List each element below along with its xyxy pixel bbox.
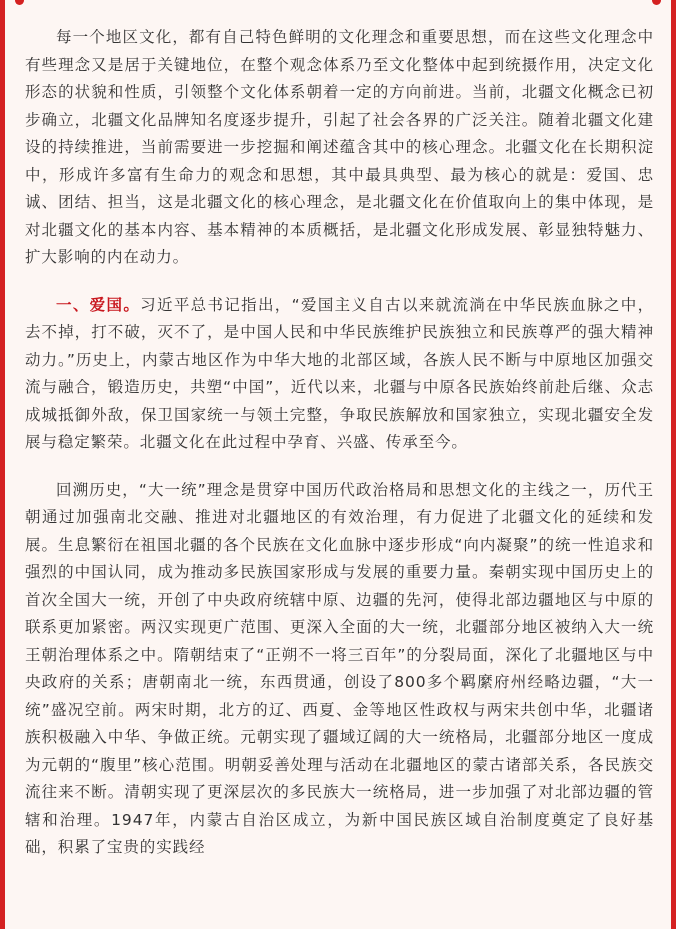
paragraph-patriotism-text: 习近平总书记指出，“爱国主义自古以来就流淌在中华民族血脉之中，去不掉，打不破，灭不了，是中国人民和中华民族维护民族独立和民族尊严的强大精神动力。”历史上，内蒙古地区作为中华大地的北部区域，各族人民不断与中原地区加强交流与融合，锻造历史，共塑“中国”，近代以来，北疆与中原各民族始终前赴后继、众志成城抵御外敌，保卫国家统一与领土完整，争取民族解放和国家独立，实现北疆安全发展与稳定繁荣。北疆文化在此过程中孕育、兴盛、传承至今。: [25, 295, 654, 451]
article-body: [25, 24, 654, 882]
paragraph-patriotism: [25, 292, 654, 457]
corner-dot-left: [15, 0, 24, 5]
paragraph-history: 回溯历史，“大一统”理念是贯穿中国历代政治格局和思想文化的主线之一，历代王朝通过加强南北交融、推进对北疆地区的有效治理，有力促进了北疆文化的延续和发展。生息繁衍在祖国北疆的各个民族在文化血脉中逐步形成“向内凝聚”的统一性追求和强烈的中国认同，成为推动多民族国家形成与发展的重要力量。秦朝实现中国历史上的首次全国大一统，开创了中央政府统辖中原、边疆的先河，使得北部边疆地区与中原的联系更加紧密。两汉实现更广范围、更深入全面的大一统，北疆部分地区被纳入大一统王朝治理体系之中。隋朝结束了“正朔不一将三百年”的分裂局面，深化了北疆地区与中央政府的关系；唐朝南北一统，东西贯通，创设了800多个羁縻府州经略边疆，“大一统”盛况空前。两宋时期，北方的辽、西夏、金等地区性政权与两宋共创中华，北疆诸族积极融入中华、争做正统。元朝实现了疆域辽阔的大一统格局，北疆部分地区一度成为元朝的“腹里”核心范围。明朝妥善处理与活动在北疆地区的蒙古诸部关系，各民族交流往来不断。清朝实现了更深层次的多民族大一统格局，进一步加强了对北部边疆的管辖和治理。1947年，内蒙古自治区成立，为新中国民族区域自治制度奠定了良好基础，积累了宝贵的实践经: [25, 480, 654, 856]
paragraph-intro: 每一个地区文化，都有自己特色鲜明的文化理念和重要思想，而在这些文化理念中有些理念又是居于关键地位，在整个观念体系乃至文化整体中起到统摄作用，决定文化形态的状貌和性质，引领整个文化体系朝着一定的方向前进。当前，北疆文化概念已初步确立，北疆文化品牌知名度逐步提升，引起了社会各界的广泛关注。随着北疆文化建设的持续推进，当前需要进一步挖掘和阐述蕴含其中的核心理念。北疆文化在长期积淀中，形成许多富有生命力的观念和思想，其中最具典型、最为核心的就是：爱国、忠诚、团结、担当，这是北疆文化的核心理念，是北疆文化在价值取向上的集中体现，是对北疆文化的基本内容、基本精神的本质概括，是北疆文化形成发展、彰显独特魅力、扩大影响的内在动力。: [25, 28, 654, 266]
corner-dot-right: [652, 0, 661, 5]
section-heading-patriotism: 一、爱国。: [56, 295, 141, 314]
